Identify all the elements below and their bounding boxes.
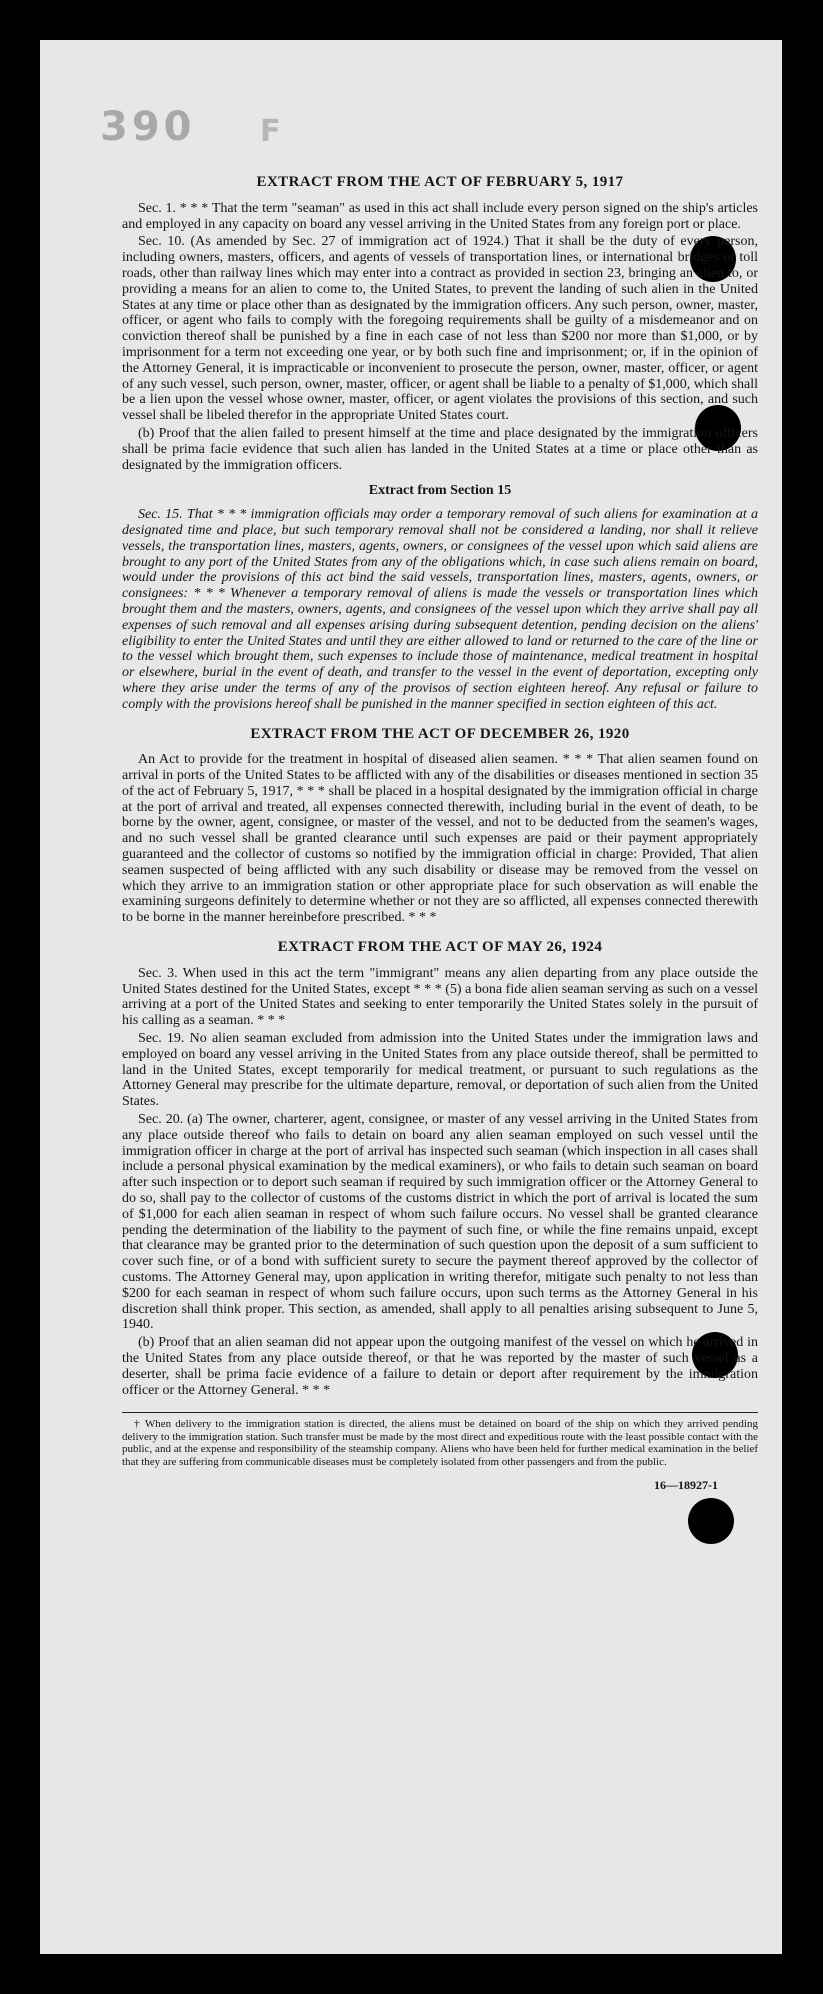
section-heading-1920: EXTRACT FROM THE ACT OF DECEMBER 26, 1920	[250, 725, 630, 742]
paragraph: (b) Proof that an alien seaman did not appear upon the outgoing manifest of the vessel on which he arrived in the United States from any place outside thereof, or that he was reported by the master of such vessel as a deserter, shall be prima facie evidence of a failure to detain or deport after requirement by the immigration officer or the Attorney General. * * *	[122, 1335, 758, 1398]
document-body	[122, 175, 758, 1494]
stamp-number: 390	[100, 104, 196, 150]
footnote	[122, 1412, 758, 1468]
stamp-mark: F	[260, 114, 281, 149]
section-heading-1917: EXTRACT FROM THE ACT OF FEBRUARY 5, 1917	[256, 174, 624, 190]
document-page	[40, 40, 782, 1954]
paragraph: Sec. 10. (As amended by Sec. 27 of immigration act of 1924.) That it shall be the duty of every person, including owners, masters, officers, and agents of vessels of transportation lines, or international bridges or toll roads, other than railway lines which may enter into a contract as provided in section 23, bringing an alien to, or providing a means for an alien to come to, the United States, to prevent the landing of such alien in the United States at any time or place other than as designated by the immigration officers. Any such person, owner, master, officer, or agent who fails to comply with the foregoing requirements shall be guilty of a misdemeanor and on conviction thereof shall be punished by a fine in each case of not less than $200 nor more than $1,000, or by imprisonment for a term not exceeding one year, or by both such fine and imprisonment; or, if in the opinion of the Attorney General, it is impracticable or inconvenient to prosecute the person, owner, master, officer, or agent of any such vessel, such person, owner, master, officer, or agent shall be liable to a penalty of $1,000, which shall be a lien upon the vessel whose owner, master, officer, or agent violates the provisions of this section, and such vessel shall be libeled therefor in the appropriate United States court.	[122, 234, 758, 424]
footnote-text: † When delivery to the immigration station is directed, the aliens must be detained on board of the ship on which they arrived pending delivery to the immigration station. Such transfer must be made by the most direct and expeditious route with the least possible contact with the public, and at the expense and responsibility of the steamship company. Aliens who have been held for further medical examination in the belief that they are suffering from communicable diseases must be completely isolated from other passengers and from the public.	[122, 1418, 758, 1468]
section-heading-section-15: Extract from Section 15	[368, 483, 512, 499]
paragraph: Sec. 19. No alien seaman excluded from admission into the United States under the immigration laws and employed on board any vessel arriving in the United States from any place outside thereof, shall be permitted to land in the United States, except temporarily for medical treatment, or pursuant to such regulations as the Attorney General may prescribe for the ultimate departure, removal, or deportation of such alien from the United States.	[122, 1031, 758, 1110]
section-heading-1924: EXTRACT FROM THE ACT OF MAY 26, 1924	[277, 939, 603, 956]
paragraph: Sec. 15. That * * * immigration officials may order a temporary removal of such aliens for examination at a designated time and place, but such temporary removal shall not be considered a landing, nor shall it relieve vessels, the transportation lines, masters, agents, owners, or consignees of the vessel upon which said aliens are brought to any port of the United States from any of the obligations which, in case such aliens remain on board, would under the provisions of this act bind the said vessels, transportation lines, masters, agents, owners, or consignees: * * * Whenever a temporary removal of aliens is made the vessels or transportation lines which brought them and the masters, owners, agents, and consignees of the vessel upon which they arrive shall pay all expenses of such removal and all expenses arising during subsequent detention, pending decision on the aliens' eligibility to enter the United States and until they are either allowed to land or returned to the care of the line or to the vessel which brought them, such expenses to include those of maintenance, medical treatment in hospital or elsewhere, burial in the event of death, and transfer to the vessel in the event of deportation, excepting only where they arise under the terms of any of the provisos of section eighteen hereof. Any refusal or failure to comply with the provisions hereof shall be punished in the manner specified in section eighteen of this act.	[122, 507, 758, 712]
paragraph: An Act to provide for the treatment in hospital of diseased alien seamen. * * * That alien seamen found on arrival in ports of the United States to be afflicted with any of the disabilities or diseases mentioned in section 35 of the act of February 5, 1917, * * * shall be placed in a hospital designated by the immigration official in charge at the port of arrival and treated, all expenses connected therewith, including burial in the event of death, to be borne by the owner, agent, consignee, or master of the vessel, and not to be deducted from the seamen's wages, and no such vessel shall be granted clearance until such expenses are paid or their payment appropriately guaranteed and the collector of customs so notified by the immigration official in charge: Provided, That alien seamen suspected of being afflicted with any such disability or disease may be removed from the vessel on which they arrive to an immigration station or other appropriate place for such observation as will enable the examining surgeons definitely to determine whether or not they are so afflicted, all expenses connected therewith to be borne in the manner hereinbefore prescribed. * * *	[122, 752, 758, 926]
paragraph: (b) Proof that the alien failed to present himself at the time and place designated by the immigration officers shall be prima facie evidence that such alien has landed in the United States at a time or place other than as designated by the immigration officers.	[122, 425, 758, 473]
paragraph: Sec. 3. When used in this act the term "immigrant" means any alien departing from any place outside the United States destined for the United States, except * * * (5) a bona fide alien seaman serving as such on a vessel arriving at a port of the United States and seeking to enter temporarily the United States solely in the pursuit of his calling as a seaman. * * *	[122, 965, 758, 1029]
form-number: 16—18927-1	[654, 1478, 718, 1493]
punch-hole	[688, 1498, 734, 1544]
paragraph: Sec. 20. (a) The owner, charterer, agent, consignee, or master of any vessel arriving in the United States from any place outside thereof who fails to detain on board any alien seaman employed on such vessel until the immigration officer in charge at the port of arrival has inspected such seaman (which inspection in all cases shall include a personal physical examination by the medical examiners), or who fails to detain such seaman on board after such inspection or to deport such seaman if required by such immigration officer or the Attorney General to do so, shall pay to the collector of customs of the customs district in which the port of arrival is located the sum of $1,000 for each alien seaman in respect of whom such failure occurs. No vessel shall be granted clearance pending the determination of the liability to the payment of such fine, or while the fine remains unpaid, except that clearance may be granted prior to the determination of such question upon the deposit of a sum sufficient to cover such fine, or of a bond with sufficient surety to secure the payment thereof approved by the collector of customs. The Attorney General may, upon application in writing therefor, mitigate such penalty to not less than $200 for each seaman in respect of whom such failure occurs, upon such terms as the Attorney General in his discretion shall think proper. This section, as amended, shall apply to all penalties arising subsequent to June 5, 1940.	[122, 1112, 758, 1333]
paragraph: Sec. 1. * * * That the term "seaman" as used in this act shall include every person signed on the ship's articles and employed in any capacity on board any vessel arriving in the United States from any foreign port or place.	[122, 200, 758, 232]
